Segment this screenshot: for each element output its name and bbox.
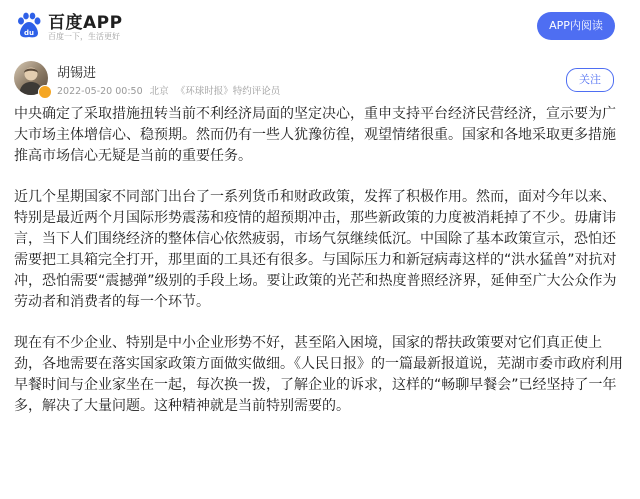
article-paragraph: 现在有不少企业、特别是中小企业形势不好，甚至陷入困境，国家的帮扶政策要对它们真正使上劲，各地需要在落实国家政策方面做实做细。《人民日报》的一篇最新报道说，芜湖市委市政府利用早餐时间与企业家坐在一起，每次换一拨，了解企业的诉求，这样的“畅聊早餐会”已经坚持了一年多，解决了大量问题。这种精神就是当前特别需要的。 bbox=[14, 335, 623, 414]
author-row bbox=[0, 58, 640, 104]
article-body bbox=[14, 104, 626, 437]
baidu-paw-icon[interactable] bbox=[16, 12, 42, 40]
brand-slogan: 百度一下，生活更好 bbox=[48, 32, 120, 41]
article-meta bbox=[57, 83, 284, 97]
author-role: 《环球时报》特约评论员 bbox=[175, 86, 281, 97]
brand-name[interactable]: 百度APP bbox=[48, 13, 123, 33]
verified-badge-icon bbox=[38, 85, 52, 99]
article-paragraph: 中央确定了采取措施扭转当前不利经济局面的坚定决心，重申支持平台经济民营经济，宣示要为广大市场主体增信心、稳预期。然而仍有一些人犹豫彷徨，观望情绪很重。国家和各地采取更多措施推高市场信心无疑是当前的重要任务。 bbox=[14, 106, 616, 164]
open-in-app-button[interactable]: APP内阅读 bbox=[537, 12, 615, 40]
author-name[interactable]: 胡锡进 bbox=[57, 66, 97, 81]
publish-date: 2022-05-20 00:50 bbox=[57, 86, 143, 97]
svg-text:du: du bbox=[24, 29, 34, 37]
top-bar bbox=[0, 0, 640, 50]
article-paragraph: 近几个星期国家不同部门出台了一系列货币和财政政策，发挥了积极作用。然而，面对今年以来、特别是最近两个月国际形势震荡和疫情的超预期冲击，那些新政策的力度被消耗掉了不少。毋庸讳言，当下人们围绕经济的整体信心依然疲弱，市场气氛继续低沉。中国除了基本政策宣示，恐怕还需要把工具箱完全打开，那里面的工具还有很多。与国际压力和新冠病毒这样的“洪水猛兽”对抗对冲，恐怕需要“震撼弹”级别的手段上场。要让政策的光芒和热度普照经济界，延伸至广大公众作为劳动者和消费者的每一个环节。 bbox=[14, 189, 617, 310]
publish-location: 北京 bbox=[149, 86, 169, 97]
follow-button[interactable]: 关注 bbox=[566, 68, 614, 92]
